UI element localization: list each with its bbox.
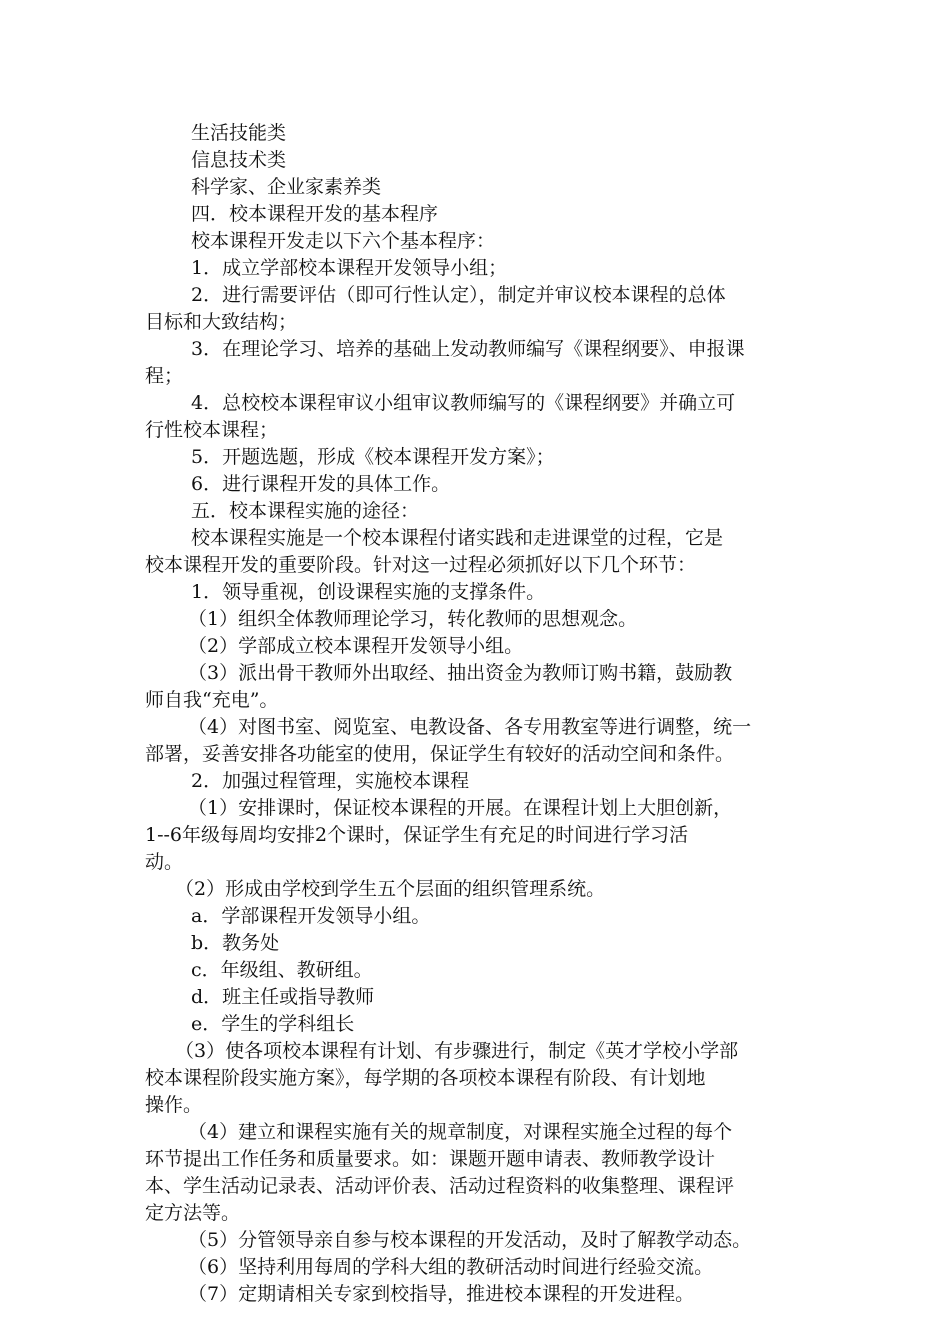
text-line: b．教务处 bbox=[191, 932, 280, 954]
text-line: 部署，妥善安排各功能室的使用，保证学生有较好的活动空间和条件。 bbox=[145, 743, 735, 765]
text-line: 6．进行课程开发的具体工作。 bbox=[191, 473, 451, 495]
text-line: 5．开题选题，形成《校本课程开发方案》； bbox=[191, 446, 555, 468]
text-line: 目标和大致结构； bbox=[145, 311, 298, 333]
document-body bbox=[145, 120, 825, 1308]
text-line: d．班主任或指导教师 bbox=[191, 986, 375, 1008]
text-line: 操作。 bbox=[145, 1094, 203, 1116]
text-line: 本、学生活动记录表、活动评价表、活动过程资料的收集整理、课程评 bbox=[145, 1175, 735, 1197]
text-line: 校本课程开发的重要阶段。针对这一过程必须抓好以下几个环节： bbox=[145, 554, 697, 576]
text-line: 四．校本课程开发的基本程序 bbox=[191, 203, 439, 225]
text-line: （7）定期请相关专家到校指导，推进校本课程的开发进程。 bbox=[188, 1283, 695, 1305]
text-line: 1．领导重视，创设课程实施的支撑条件。 bbox=[191, 581, 546, 603]
text-line: a．学部课程开发领导小组。 bbox=[191, 905, 431, 927]
text-line: （2）学部成立校本课程开发领导小组。 bbox=[188, 635, 524, 657]
text-line: e．学生的学科组长 bbox=[191, 1013, 355, 1035]
text-line: （3）使各项校本课程有计划、有步骤进行，制定《英才学校小学部 bbox=[175, 1040, 739, 1062]
text-line: 校本课程开发走以下六个基本程序： bbox=[191, 230, 496, 252]
text-line: （3）派出骨干教师外出取经、抽出资金为教师订购书籍，鼓励教 bbox=[188, 662, 733, 684]
text-line: 2．进行需要评估（即可行性认定），制定并审议校本课程的总体 bbox=[191, 284, 726, 306]
text-line: 2．加强过程管理，实施校本课程 bbox=[191, 770, 470, 792]
text-line: （4）对图书室、阅览室、电教设备、各专用教室等进行调整，统一 bbox=[188, 716, 752, 738]
text-line: （1）组织全体教师理论学习，转化教师的思想观念。 bbox=[188, 608, 638, 630]
text-line: 3．在理论学习、培养的基础上发动教师编写《课程纲要》、申报课 bbox=[191, 338, 745, 360]
text-line: 校本课程实施是一个校本课程付诸实践和走进课堂的过程，它是 bbox=[191, 527, 724, 549]
text-line: 生活技能类 bbox=[191, 122, 287, 144]
text-line: 1．成立学部校本课程开发领导小组； bbox=[191, 257, 508, 279]
text-line: 科学家、企业家素养类 bbox=[191, 176, 382, 198]
text-line: 信息技术类 bbox=[191, 149, 287, 171]
text-line: 师自我“充电”。 bbox=[145, 689, 279, 711]
text-line: （2）形成由学校到学生五个层面的组织管理系统。 bbox=[175, 878, 606, 900]
text-line: 行性校本课程； bbox=[145, 419, 279, 441]
text-line: 4．总校校本课程审议小组审议教师编写的《课程纲要》并确立可 bbox=[191, 392, 736, 414]
text-line: 校本课程阶段实施方案》，每学期的各项校本课程有阶段、有计划地 bbox=[145, 1067, 706, 1089]
text-line: 环节提出工作任务和质量要求。如：课题开题申请表、教师教学设计 bbox=[145, 1148, 716, 1170]
text-line: （6）坚持利用每周的学科大组的教研活动时间进行经验交流。 bbox=[188, 1256, 714, 1278]
text-line: （4）建立和课程实施有关的规章制度，对课程实施全过程的每个 bbox=[188, 1121, 733, 1143]
text-line: c．年级组、教研组。 bbox=[191, 959, 373, 981]
text-line: 定方法等。 bbox=[145, 1202, 241, 1224]
text-line: （5）分管领导亲自参与校本课程的开发活动，及时了解教学动态。 bbox=[188, 1229, 752, 1251]
text-line: 动。 bbox=[145, 851, 184, 873]
text-line: 程； bbox=[145, 365, 184, 387]
text-line: （1）安排课时，保证校本课程的开展。在课程计划上大胆创新， bbox=[188, 797, 733, 819]
text-line: 1--6年级每周均安排2个课时，保证学生有充足的时间进行学习活 bbox=[145, 824, 689, 846]
text-line: 五．校本课程实施的途径： bbox=[191, 500, 420, 522]
